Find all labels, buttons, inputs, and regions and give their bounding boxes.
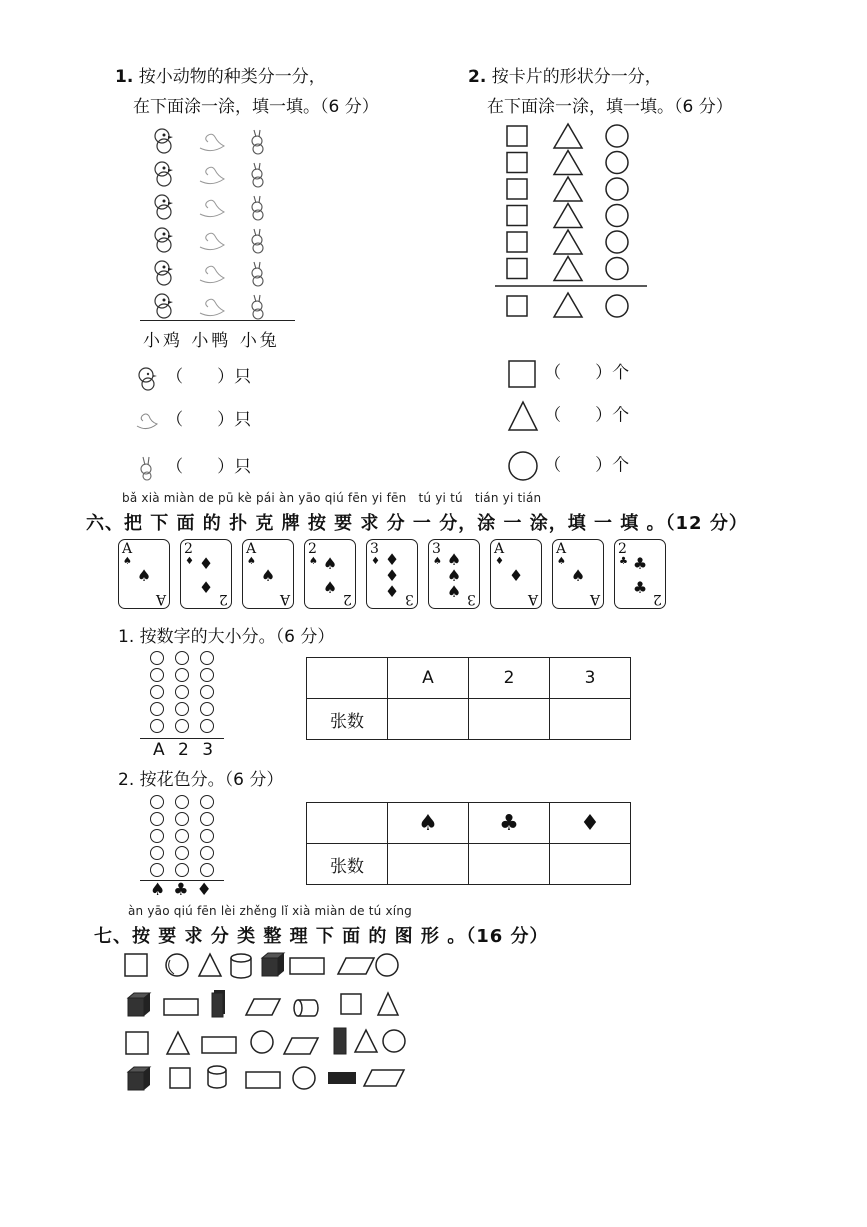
tally-circle[interactable] <box>200 795 214 809</box>
q2-prompt-line2: 在下面涂一涂，填一填。（6 分） <box>487 97 733 117</box>
rabbit-icon <box>252 163 263 187</box>
card-pip-icon: ♣ <box>632 578 648 597</box>
card-rank: 2 <box>653 591 662 607</box>
q2-answer-triangle[interactable]: （ ）个 <box>507 400 629 432</box>
cuboid-icon <box>328 1072 356 1084</box>
q2-prompt-line1: 2. 按卡片的形状分一分， <box>468 67 662 87</box>
duck-icon <box>200 167 224 183</box>
card-rank: 3 <box>467 591 476 607</box>
chick-icon <box>155 195 173 219</box>
card-rank: 3 <box>432 541 441 557</box>
circle-icon <box>606 205 628 227</box>
parallelogram-icon <box>338 958 374 974</box>
cylinder-icon <box>208 1066 226 1088</box>
triangle-icon <box>554 124 582 148</box>
rabbit-icon <box>252 262 263 286</box>
s7-pinyin: àn yāo qiú fēn lèi zhěng lǐ xià miàn de tú xíng <box>128 904 412 918</box>
duck-icon <box>200 134 224 150</box>
q1-answer-duck[interactable]: （ ）只 <box>133 405 251 434</box>
card-rank: 3 <box>405 591 414 607</box>
card-suit-icon: ♠ <box>123 556 132 567</box>
s7-shape-rows <box>120 948 420 1093</box>
cuboid-icon <box>334 1028 346 1054</box>
card-suit-icon: ♠ <box>557 556 566 567</box>
q2-answer-square[interactable]: （ ）个 <box>507 358 629 389</box>
triangle-icon <box>554 177 582 201</box>
tally-circle[interactable] <box>150 795 164 809</box>
playing-card <box>428 539 480 609</box>
s6-sub2-table <box>306 802 631 885</box>
tally-circle[interactable] <box>150 812 164 826</box>
triangle-icon <box>554 257 582 281</box>
circle-icon <box>606 178 628 200</box>
card-rank: 2 <box>308 541 317 557</box>
playing-card <box>366 539 418 609</box>
rectangle-icon <box>164 999 198 1015</box>
tally-circle[interactable] <box>200 812 214 826</box>
circle-icon <box>606 152 628 174</box>
square-icon <box>507 206 527 226</box>
triangle-icon <box>199 954 221 976</box>
tally-circle[interactable] <box>200 685 214 699</box>
tally-circle[interactable] <box>200 651 214 665</box>
card-pip-icon: ♠ <box>260 566 276 585</box>
q2-answer-circle[interactable]: （ ）个 <box>507 450 629 482</box>
card-pip-icon: ♣ <box>632 554 648 573</box>
card-pip-icon: ♦ <box>384 566 400 585</box>
shape-picture-chart <box>495 118 655 328</box>
q1-baseline <box>140 320 295 321</box>
tally-circle[interactable] <box>175 651 189 665</box>
tally-circle[interactable] <box>175 702 189 716</box>
diamond-icon: ♦ <box>550 803 631 844</box>
square-icon <box>507 179 527 199</box>
spade-icon: ♠ <box>150 880 174 900</box>
rabbit-icon <box>133 455 161 481</box>
rectangle-icon <box>246 1072 280 1088</box>
tally-circle[interactable] <box>150 702 164 716</box>
diamond-icon: ♦ <box>196 880 220 900</box>
chick-icon <box>155 261 173 285</box>
card-rank: A <box>527 591 538 607</box>
square-icon <box>341 994 361 1014</box>
s6-sub1-baseline <box>140 738 224 739</box>
table-row <box>307 803 631 844</box>
square-icon <box>507 153 527 173</box>
playing-card <box>490 539 542 609</box>
card-pip-icon: ♠ <box>136 566 152 585</box>
duck-icon <box>200 200 224 216</box>
card-suit-icon: ♠ <box>309 556 318 567</box>
card-rank: 2 <box>343 591 352 607</box>
parallelogram-icon <box>284 1038 318 1054</box>
playing-card <box>304 539 356 609</box>
cylinder-icon <box>231 954 251 978</box>
tally-circle[interactable] <box>175 685 189 699</box>
square-icon <box>507 359 539 389</box>
s6-sub2-title: 2. 按花色分。（6 分） <box>118 770 284 790</box>
answer-cell[interactable] <box>550 844 631 885</box>
s6-sub1-labels: A 2 3 <box>153 740 218 760</box>
card-suit-icon: ♣ <box>619 556 628 567</box>
tally-circle[interactable] <box>175 795 189 809</box>
circle-icon <box>507 450 539 482</box>
tally-circle[interactable] <box>150 846 164 860</box>
sphere-icon <box>383 1030 405 1052</box>
s6-title: 六、把 下 面 的 扑 克 牌 按 要 求 分 一 分，涂 一 涂，填 一 填 。（12 分） <box>86 513 748 534</box>
tally-circle[interactable] <box>150 668 164 682</box>
cube-icon <box>128 993 150 1016</box>
playing-card <box>180 539 232 609</box>
card-pip-icon: ♦ <box>198 578 214 597</box>
card-pip-icon: ♠ <box>446 582 462 601</box>
card-rank: 2 <box>184 541 193 557</box>
card-suit-icon: ♦ <box>185 556 194 567</box>
card-rank: A <box>279 591 290 607</box>
chick-icon <box>155 294 173 318</box>
square-icon <box>507 259 527 279</box>
card-rank: 2 <box>618 541 627 557</box>
table-cell <box>307 803 388 844</box>
card-pip-icon: ♦ <box>384 550 400 569</box>
card-pip-icon: ♠ <box>446 550 462 569</box>
sphere-icon <box>166 954 188 976</box>
table-row-label: 张数 <box>307 844 388 885</box>
tally-circle[interactable] <box>200 829 214 843</box>
card-rank: A <box>589 591 600 607</box>
triangle-icon <box>554 293 582 317</box>
tally-circle[interactable] <box>150 863 164 877</box>
square-icon <box>507 296 527 316</box>
animal-picture-chart <box>140 120 300 320</box>
card-pip-icon: ♦ <box>508 566 524 585</box>
triangle-icon <box>507 400 539 432</box>
card-pip-icon: ♠ <box>322 554 338 573</box>
duck-icon <box>200 266 224 282</box>
q1-category-labels: 小鸡 小鸭 小兔 <box>143 331 280 351</box>
square-icon <box>170 1068 190 1088</box>
square-icon <box>507 232 527 252</box>
circle-icon <box>606 231 628 253</box>
duck-icon <box>133 408 161 434</box>
q1-prompt-line2: 在下面涂一涂，填一填。（6 分） <box>133 97 379 117</box>
card-pip-icon: ♠ <box>570 566 586 585</box>
triangle-icon <box>355 1030 377 1052</box>
s6-sub2-labels <box>150 880 220 900</box>
parallelogram-icon <box>246 999 280 1015</box>
club-icon: ♣ <box>469 803 550 844</box>
tally-circle[interactable] <box>200 719 214 733</box>
tally-circle[interactable] <box>200 702 214 716</box>
table-row-label: 张数 <box>307 699 388 740</box>
card-rank: A <box>155 591 166 607</box>
sphere-icon <box>251 1031 273 1053</box>
answer-cell[interactable] <box>550 699 631 740</box>
chick-icon <box>155 228 173 252</box>
table-row <box>307 699 631 740</box>
card-suit-icon: ♠ <box>247 556 256 567</box>
tally-circle[interactable] <box>150 685 164 699</box>
tally-circle[interactable] <box>175 846 189 860</box>
s7-title: 七、按 要 求 分 类 整 理 下 面 的 图 形 。（16 分） <box>94 926 549 947</box>
tally-circle[interactable] <box>150 829 164 843</box>
card-suit-icon: ♦ <box>371 556 380 567</box>
chick-icon <box>133 365 161 391</box>
square-icon <box>126 1032 148 1054</box>
tally-circle[interactable] <box>175 812 189 826</box>
duck-icon <box>200 299 224 315</box>
sphere-shading <box>169 960 174 974</box>
tally-circle[interactable] <box>200 668 214 682</box>
rectangle-icon <box>290 958 324 974</box>
rabbit-icon <box>252 130 263 154</box>
sphere-icon <box>376 954 398 976</box>
cube-icon <box>128 1067 150 1090</box>
card-suit-icon: ♠ <box>433 556 442 567</box>
card-pip-icon: ♦ <box>198 554 214 573</box>
playing-card <box>552 539 604 609</box>
triangle-icon <box>554 204 582 228</box>
answer-cell[interactable] <box>388 844 469 885</box>
triangle-icon <box>554 230 582 254</box>
rabbit-icon <box>252 196 263 220</box>
card-rank: A <box>246 541 257 557</box>
answer-cell[interactable] <box>388 699 469 740</box>
cube-icon <box>262 953 284 976</box>
card-pip-icon: ♠ <box>446 566 462 585</box>
triangle-icon <box>554 151 582 175</box>
tally-circle[interactable] <box>150 719 164 733</box>
tally-circle[interactable] <box>175 668 189 682</box>
q1-answer-rabbit[interactable]: （ ）只 <box>133 452 251 481</box>
rabbit-icon <box>252 295 263 319</box>
s6-sub1-title: 1. 按数字的大小分。（6 分） <box>118 627 335 647</box>
table-header-2: 2 <box>469 658 550 699</box>
answer-cell[interactable] <box>469 844 550 885</box>
table-row <box>307 844 631 885</box>
duck-icon <box>200 233 224 249</box>
playing-card <box>614 539 666 609</box>
card-pip-icon: ♠ <box>322 578 338 597</box>
card-rank: A <box>122 541 133 557</box>
cuboid-icon <box>212 990 225 1017</box>
table-header-3: 3 <box>550 658 631 699</box>
card-rank: A <box>556 541 567 557</box>
square-icon <box>125 954 147 976</box>
cylinder-icon <box>294 1000 318 1016</box>
sphere-icon <box>293 1067 315 1089</box>
tally-circle[interactable] <box>200 846 214 860</box>
circle-icon <box>606 295 628 317</box>
chick-icon <box>155 162 173 186</box>
table-row <box>307 658 631 699</box>
table-cell <box>307 658 388 699</box>
parallelogram-icon <box>364 1070 404 1086</box>
rectangle-icon <box>202 1037 236 1053</box>
circle-icon <box>606 258 628 280</box>
answer-cell[interactable] <box>469 699 550 740</box>
card-pip-icon: ♦ <box>384 582 400 601</box>
circle-icon <box>606 125 628 147</box>
q1-prompt-line1: 1. 按小动物的种类分一分， <box>115 67 326 87</box>
spade-icon: ♠ <box>388 803 469 844</box>
triangle-icon <box>378 993 398 1015</box>
tally-circle[interactable] <box>150 651 164 665</box>
tally-circle[interactable] <box>175 719 189 733</box>
q1-answer-chick[interactable]: （ ）只 <box>133 362 251 391</box>
club-icon: ♣ <box>173 880 197 900</box>
tally-circle[interactable] <box>200 863 214 877</box>
card-rank: A <box>494 541 505 557</box>
triangle-icon <box>167 1032 189 1054</box>
card-suit-icon: ♦ <box>495 556 504 567</box>
s6-sub1-table <box>306 657 631 740</box>
card-rank: 3 <box>370 541 379 557</box>
playing-card <box>242 539 294 609</box>
square-icon <box>507 126 527 146</box>
chick-icon <box>155 129 173 153</box>
table-header-a: A <box>388 658 469 699</box>
s6-pinyin: bǎ xià miàn de pū kè pái àn yāo qiú fēn yi fēn tú yi tú tián yi tián <box>122 491 542 505</box>
card-rank: 2 <box>219 591 228 607</box>
rabbit-icon <box>252 229 263 253</box>
playing-card <box>118 539 170 609</box>
tally-circle[interactable] <box>175 829 189 843</box>
tally-circle[interactable] <box>175 863 189 877</box>
